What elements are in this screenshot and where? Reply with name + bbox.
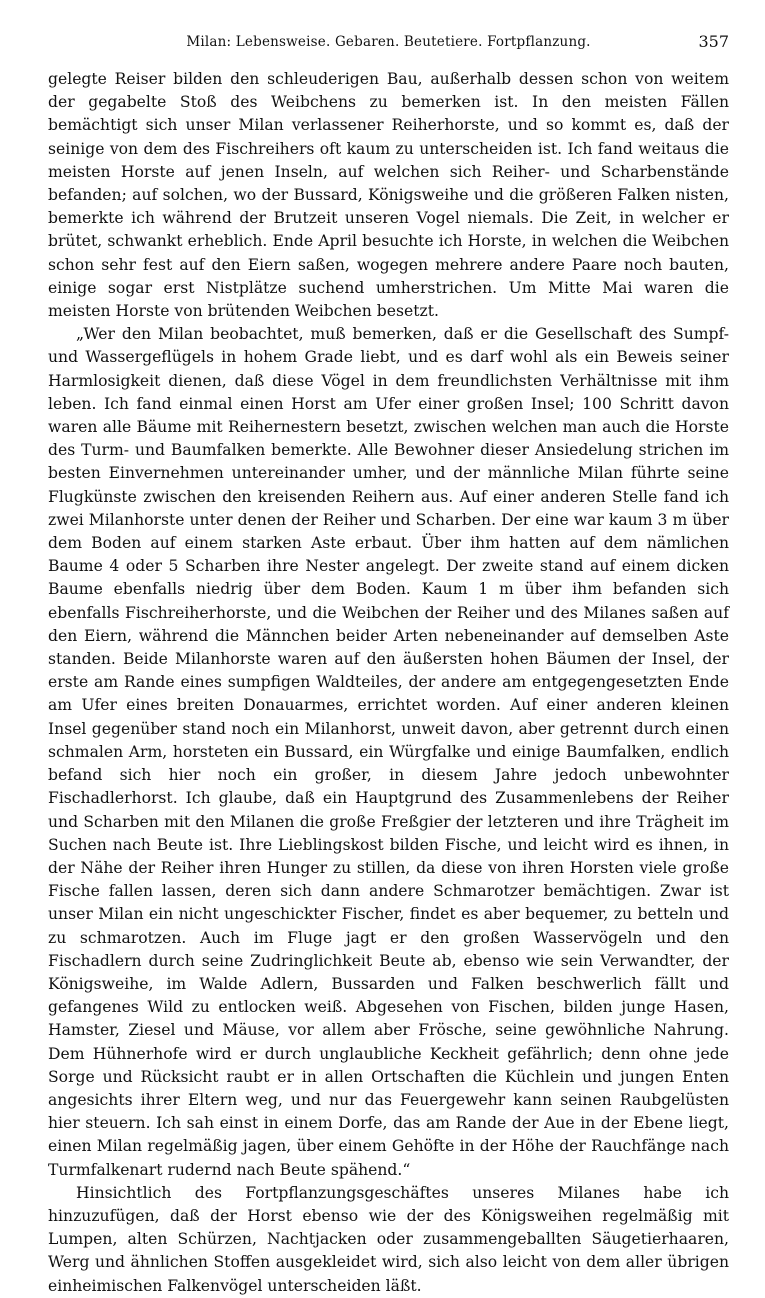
body-text: [48, 68, 729, 1298]
paragraph-3: Hinsichtlich des Fortpflanzungsgeschäftes unseres Milanes habe ich hinzuzufügen, daß der Horst ebenso wie der des Königsweihen regelmäßig mit Lumpen, alten Schürzen, Nachtjacken oder zusammengeballten Säugetierhaaren, Werg und ähnlichen Stoffen ausgekleidet wird, sich also leicht von dem aller übrigen einheimischen Falkenvögel unterscheiden läßt.: [48, 1183, 729, 1295]
page-number: 357: [698, 32, 729, 51]
running-head: Milan: Lebensweise. Gebaren. Beutetiere. Fortpflanzung.: [186, 34, 591, 50]
page-header: [48, 30, 729, 56]
paragraph-2-quote: „Wer den Milan beobachtet, muß bemerken, daß er die Gesellschaft des Sumpf- und Wassergeflügels in hohem Grade liebt, und es darf wohl als ein Beweis seiner Harmlosigkeit dienen, daß diese Vögel in dem freundlichsten Verhältnisse mit ihm leben. Ich fand einmal einen Horst am Ufer einer großen Insel; 100 Schritt davon waren alle Bäume mit Reihernestern besetzt, zwischen welchen man auch die Horste des Turm- und Baumfalken bemerkte. Alle Bewohner dieser Ansiedelung strichen im besten Einvernehmen untereinander umher, und der männliche Milan führte seine Flugkünste zwischen den kreisenden Reihern aus. Auf einer anderen Stelle fand ich zwei Milanhorste unter denen der Reiher und Scharben. Der eine war kaum 3 m über dem Boden auf einem starken Aste erbaut. Über ihm hatten auf dem nämlichen Baume 4 oder 5 Scharben ihre Nester angelegt. Der zweite stand auf einem dicken Baume ebenfalls niedrig über dem Boden. Kaum 1 m über ihm befanden sich ebenfalls Fischreiherhorste, und die Weibchen der Reiher und des Milanes saßen auf den Eiern, während die Männchen beider Arten nebeneinander auf demselben Aste standen. Beide Milanhorste waren auf den äußersten hohen Bäumen der Insel, der erste am Rande eines sumpfigen Waldteiles, der andere am entgegengesetzten Ende am Ufer eines breiten Donauarmes, errichtet worden. Auf einer anderen kleinen Insel gegenüber stand noch ein Milanhorst, unweit davon, aber getrennt durch einen schmalen Arm, horsteten ein Bussard, ein Würgfalke und einige Baumfalken, endlich befand sich hier noch ein großer, in diesem Jahre jedoch unbewohnter Fischadlerhorst. Ich glaube, daß ein Hauptgrund des Zusammenlebens der Reiher und Scharben mit den Milanen die große Freßgier der letzteren und ihre Trägheit im Suchen nach Beute ist. Ihre Lieblingskost bilden Fische, und leicht wird es ihnen, in der Nähe der Reiher ihren Hunger zu stillen, da diese von ihren Horsten viele große Fische fallen lassen, deren sich dann andere Schmarotzer bemächtigen. Zwar ist unser Milan ein nicht ungeschickter Fischer, findet es aber bequemer, zu betteln und zu schmarotzen. Auch im Fluge jagt er den großen Wasservögeln und den Fischadlern durch seine Zudringlichkeit Beute ab, ebenso wie sein Verwandter, der Königsweihe, im Walde Adlern, Bussarden und Falken beschwerlich fällt und gefangenes Wild zu entlocken weiß. Abgesehen von Fischen, bilden junge Hasen, Hamster, Ziesel und Mäuse, vor allem aber Frösche, seine gewöhnliche Nahrung. Dem Hühnerhofe wird er durch unglaubliche Keckheit gefährlich; denn ohne jede Sorge und Rücksicht raubt er in allen Ortschaften die Küchlein und jungen Enten angesichts ihrer Eltern weg, und nur das Feuergewehr kann seinen Raubgelüsten hier steuern. Ich sah einst in einem Dorfe, das am Rande der Aue in der Ebene liegt, einen Milan regelmäßig jagen, über einem Gehöfte in der Höhe der Rauchfänge nach Turmfalkenart rudernd nach Beute spähend.“: [48, 325, 729, 1179]
paragraph-1: gelegte Reiser bilden den schleuderigen Bau, außerhalb dessen schon von weitem der gegabelte Stoß des Weibchens zu bemerken ist. In den meisten Fällen bemächtigt sich unser Milan verlassener Reiherhorste, und so kommt es, daß der seinige von dem des Fischreihers oft kaum zu unterscheiden ist. Ich fand weitaus die meisten Horste auf jenen Inseln, auf welchen sich Reiher- und Scharbenstände befanden; auf solchen, wo der Bussard, Königsweihe und die größeren Falken nisten, bemerkte ich während der Brutzeit unseren Vogel niemals. Die Zeit, in welcher er brütet, schwankt erheblich. Ende April besuchte ich Horste, in welchen die Weibchen schon sehr fest auf den Eiern saßen, wogegen mehrere andere Paare noch bauten, einige sogar erst Nistplätze suchend umherstrichen. Um Mitte Mai waren die meisten Horste von brütenden Weibchen besetzt.: [48, 70, 729, 321]
